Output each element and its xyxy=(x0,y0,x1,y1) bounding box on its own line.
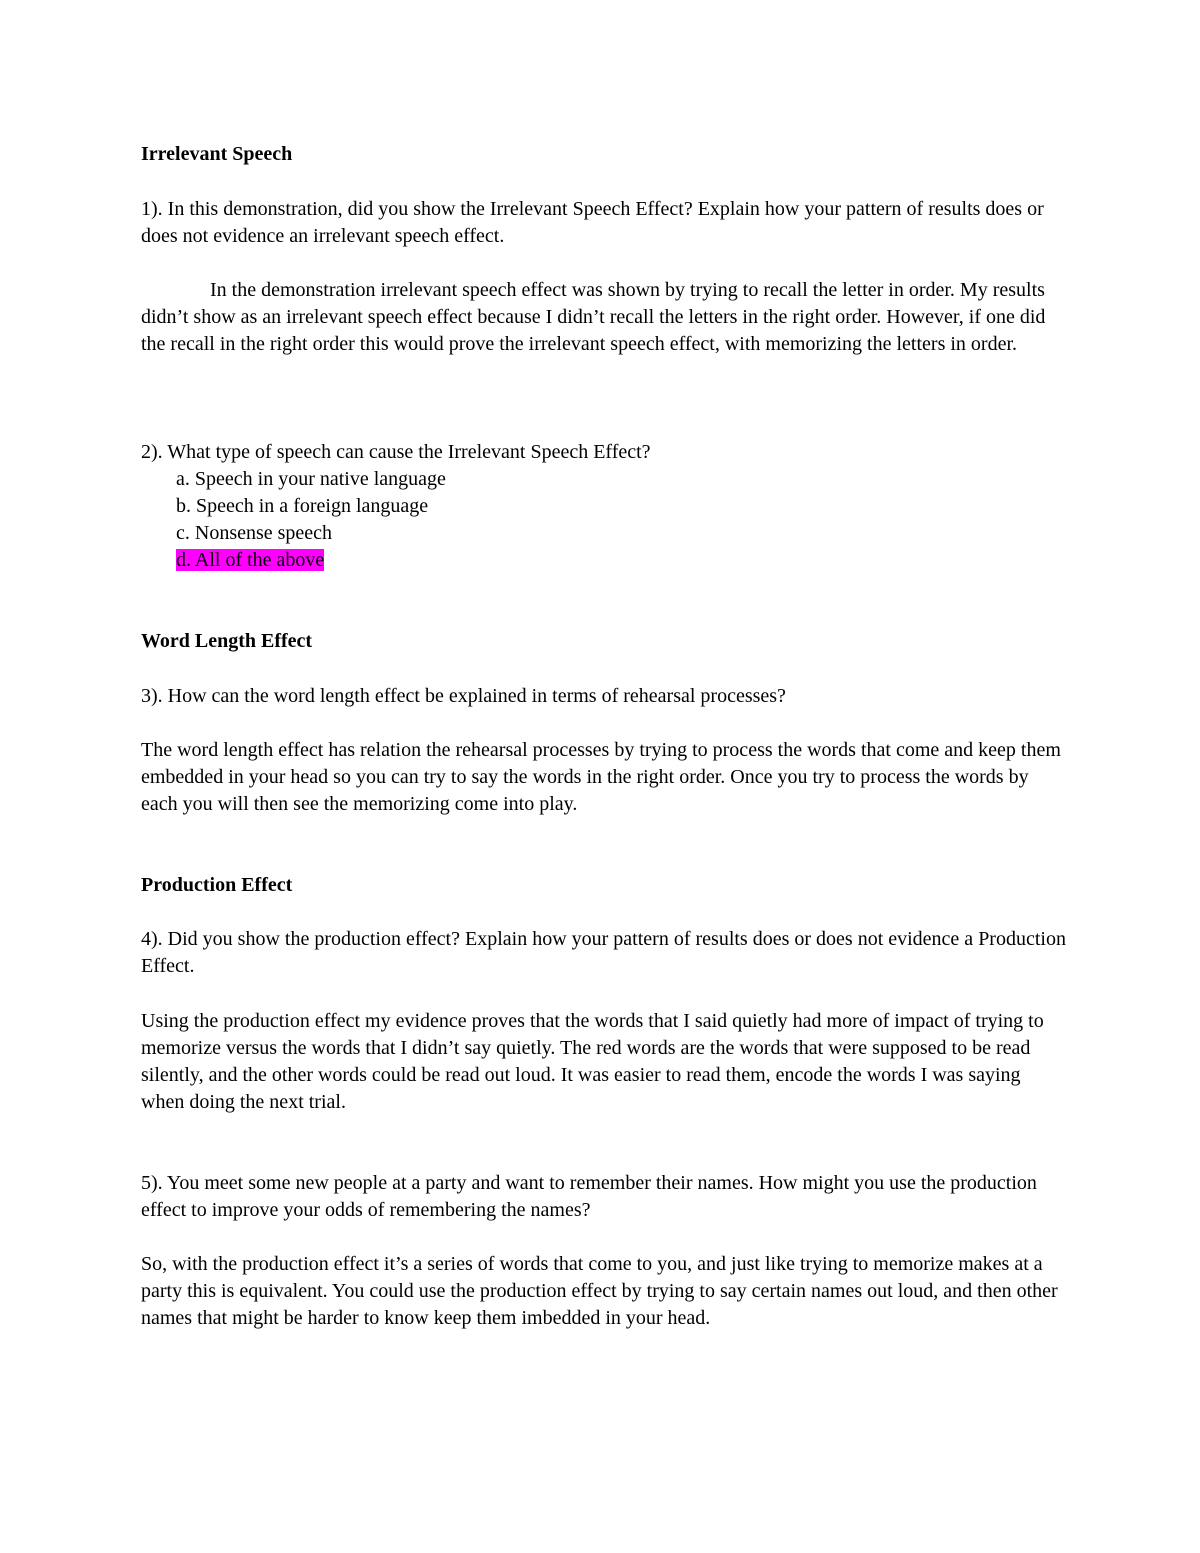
answer-4: Using the production effect my evidence proves that the words that I said quietly had more of impact of trying to memorize versus the words that I didn’t say quietly. The red words are the words that were supposed to be read silently, and the other words could be read out loud. It was easier to read them, encode the words I was saying when doing the next trial. xyxy=(141,1010,1044,1113)
question-3: 3). How can the word length effect be explained in terms of rehearsal processes? xyxy=(141,685,786,707)
answer-3: The word length effect has relation the rehearsal processes by trying to process the words that come and keep them embedded in your head so you can try to say the words in the right order. Once you try to process the words by each you will then see the memorizing come into play. xyxy=(141,739,1061,815)
question-5: 5). You meet some new people at a party and want to remember their names. How might you use the production effect to improve your odds of remembering the names? xyxy=(141,1172,1037,1221)
answer-1: In the demonstration irrelevant speech effect was shown by trying to recall the letter in order. My results didn’t show as an irrelevant speech effect because I didn’t recall the letters in the right order. However, if one did the recall in the right order this would prove the irrelevant speech effect, with memorizing the letters in order. xyxy=(141,279,1046,355)
answer-5: So, with the production effect it’s a series of words that come to you, and just like trying to memorize makes at a party this is equivalent. You could use the production effect by trying to say certain names out loud, and then other names that might be harder to know keep them imbedded in your head. xyxy=(141,1253,1058,1329)
answer-option-d-selected xyxy=(176,547,324,574)
answer-option-b: b. Speech in a foreign language xyxy=(176,495,429,517)
answer-option-a: a. Speech in your native language xyxy=(176,468,446,490)
answer-option-c: c. Nonsense speech xyxy=(176,522,333,544)
answer-highlight: d. All of the above xyxy=(176,549,325,571)
question-1: 1). In this demonstration, did you show the Irrelevant Speech Effect? Explain how your pattern of results does or does not evidence an irrelevant speech effect. xyxy=(141,198,1044,247)
section-heading-production-effect: Production Effect xyxy=(141,874,293,896)
question-2: 2). What type of speech can cause the Irrelevant Speech Effect? xyxy=(141,441,651,463)
section-heading-word-length-effect: Word Length Effect xyxy=(141,630,313,652)
question-4: 4). Did you show the production effect? Explain how your pattern of results does or does not evidence a Production Effect. xyxy=(141,928,1066,977)
section-heading-irrelevant-speech: Irrelevant Speech xyxy=(141,143,293,165)
